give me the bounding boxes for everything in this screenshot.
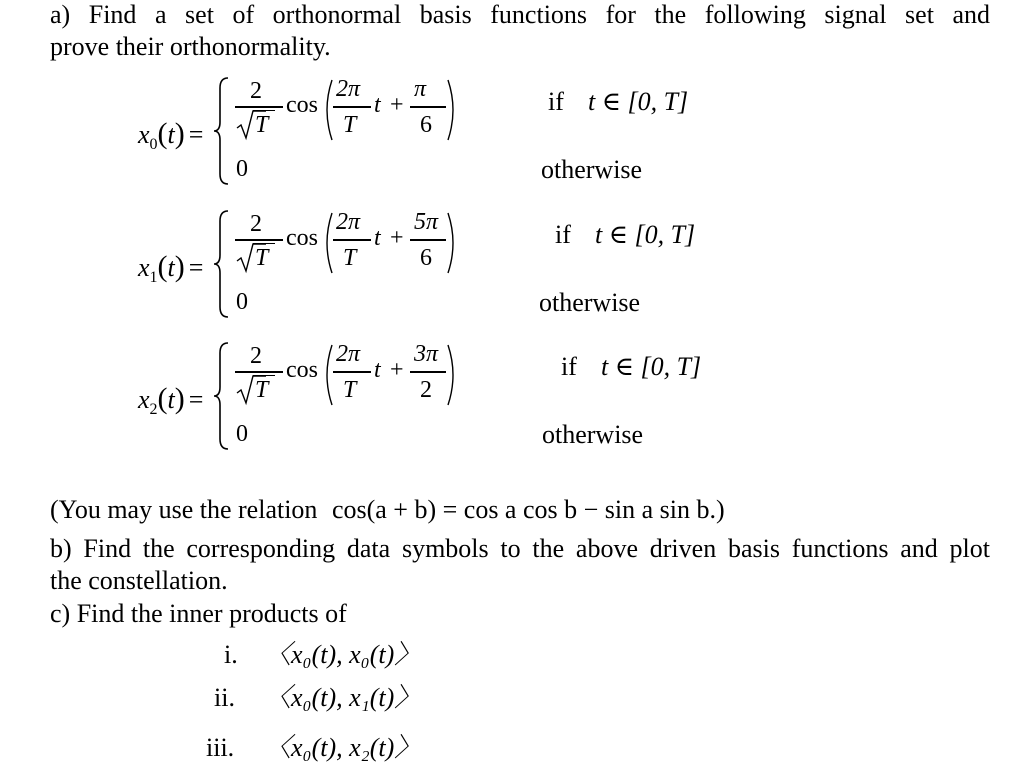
phase-denominator: 6	[420, 245, 432, 271]
freq-numerator: 2π	[336, 76, 361, 102]
left-paren	[320, 211, 334, 275]
sqrt-sign	[236, 110, 254, 140]
signal-lhs: $x_1(t)$ =	[138, 250, 204, 287]
condition-if: if	[555, 220, 571, 249]
signal-subscript: 0	[149, 136, 158, 154]
right-paren	[446, 78, 460, 142]
phase-fraction-bar	[410, 239, 446, 241]
freq-fraction-bar	[333, 239, 371, 241]
part-b-line-2: the constellation.	[50, 566, 228, 595]
signal-lhs: $x_0(t)$ =	[138, 117, 204, 154]
condition-interval: t ∈ [0, T]	[588, 87, 689, 116]
signal-subscript: 1	[149, 269, 158, 287]
zero-case: 0	[236, 421, 248, 447]
plus-sign: +	[390, 92, 404, 118]
condition-interval: t ∈ [0, T]	[595, 220, 696, 249]
coef-denominator: T	[255, 245, 269, 271]
coef-fraction-bar	[235, 371, 283, 373]
part-c-heading: c) Find the inner products of	[50, 599, 347, 628]
phase-denominator: 2	[420, 377, 432, 403]
coef-denominator: T	[255, 377, 269, 403]
signal-lhs: $x_2(t)$ =	[138, 382, 204, 419]
freq-fraction-bar	[333, 106, 371, 108]
time-var: t	[374, 225, 381, 251]
left-paren	[320, 78, 334, 142]
left-brace	[212, 341, 232, 451]
cos-label: cos	[286, 225, 318, 251]
signal-var: x	[138, 385, 150, 414]
left-paren	[320, 343, 334, 407]
inner-product-numeral-ii: ii.	[214, 683, 235, 712]
part-b-line-1: b) Find the corresponding data symbols to the above driven basis functions and plot	[50, 534, 990, 563]
condition-if: if	[548, 87, 564, 116]
phase-fraction-bar	[410, 371, 446, 373]
time-var: t	[374, 92, 381, 118]
phase-numerator: 3π	[414, 341, 439, 367]
coef-fraction-bar	[235, 239, 283, 241]
condition-interval: t ∈ [0, T]	[601, 352, 702, 381]
sqrt-sign	[236, 243, 254, 273]
phase-numerator: 5π	[414, 209, 439, 235]
coef-numerator: 2	[250, 211, 262, 237]
otherwise-label: otherwise	[541, 155, 643, 184]
signal-arg: t	[167, 253, 175, 282]
inner-product-expr-ii: 〈x₀(t), x₁(t)〉	[265, 683, 421, 712]
time-var: t	[374, 357, 381, 383]
signal-arg: t	[167, 120, 175, 149]
otherwise-label: otherwise	[539, 288, 641, 317]
relation-note	[50, 495, 725, 525]
relation-formula: cos(a + b) = cos a cos b − sin a sin b.)	[331, 495, 725, 524]
cos-label: cos	[286, 92, 318, 118]
phase-denominator: 6	[420, 112, 432, 138]
signal-var: x	[138, 253, 150, 282]
zero-case: 0	[236, 289, 248, 315]
right-paren	[446, 343, 460, 407]
cos-label: cos	[286, 357, 318, 383]
freq-denominator: T	[343, 112, 357, 138]
right-paren	[446, 211, 460, 275]
inner-product-numeral-iii: iii.	[206, 733, 235, 762]
inner-product-numeral-i: i.	[224, 640, 238, 669]
coef-numerator: 2	[250, 78, 262, 104]
otherwise-label: otherwise	[542, 420, 644, 449]
left-brace	[212, 209, 232, 319]
coef-denominator: T	[255, 112, 269, 138]
left-brace	[212, 76, 232, 186]
part-a-line-1: a) Find a set of orthonormal basis functions for the following signal set and	[50, 0, 990, 29]
relation-text: (You may use the relation	[50, 495, 318, 524]
plus-sign: +	[390, 357, 404, 383]
inner-product-expr-i: 〈x₀(t), x₀(t)〉	[265, 640, 421, 669]
sqrt-sign	[236, 375, 254, 405]
phase-fraction-bar	[410, 106, 446, 108]
freq-numerator: 2π	[336, 209, 361, 235]
signal-arg: t	[167, 385, 175, 414]
freq-denominator: T	[343, 377, 357, 403]
signal-var: x	[138, 120, 150, 149]
freq-fraction-bar	[333, 371, 371, 373]
zero-case: 0	[236, 156, 248, 182]
plus-sign: +	[390, 225, 404, 251]
signal-subscript: 2	[149, 401, 158, 419]
coef-numerator: 2	[250, 343, 262, 369]
condition-if: if	[561, 352, 577, 381]
freq-denominator: T	[343, 245, 357, 271]
phase-numerator: π	[414, 76, 427, 102]
freq-numerator: 2π	[336, 341, 361, 367]
part-a-line-2: prove their orthonormality.	[50, 32, 331, 61]
coef-fraction-bar	[235, 106, 283, 108]
inner-product-expr-iii: 〈x₀(t), x₂(t)〉	[265, 733, 421, 762]
